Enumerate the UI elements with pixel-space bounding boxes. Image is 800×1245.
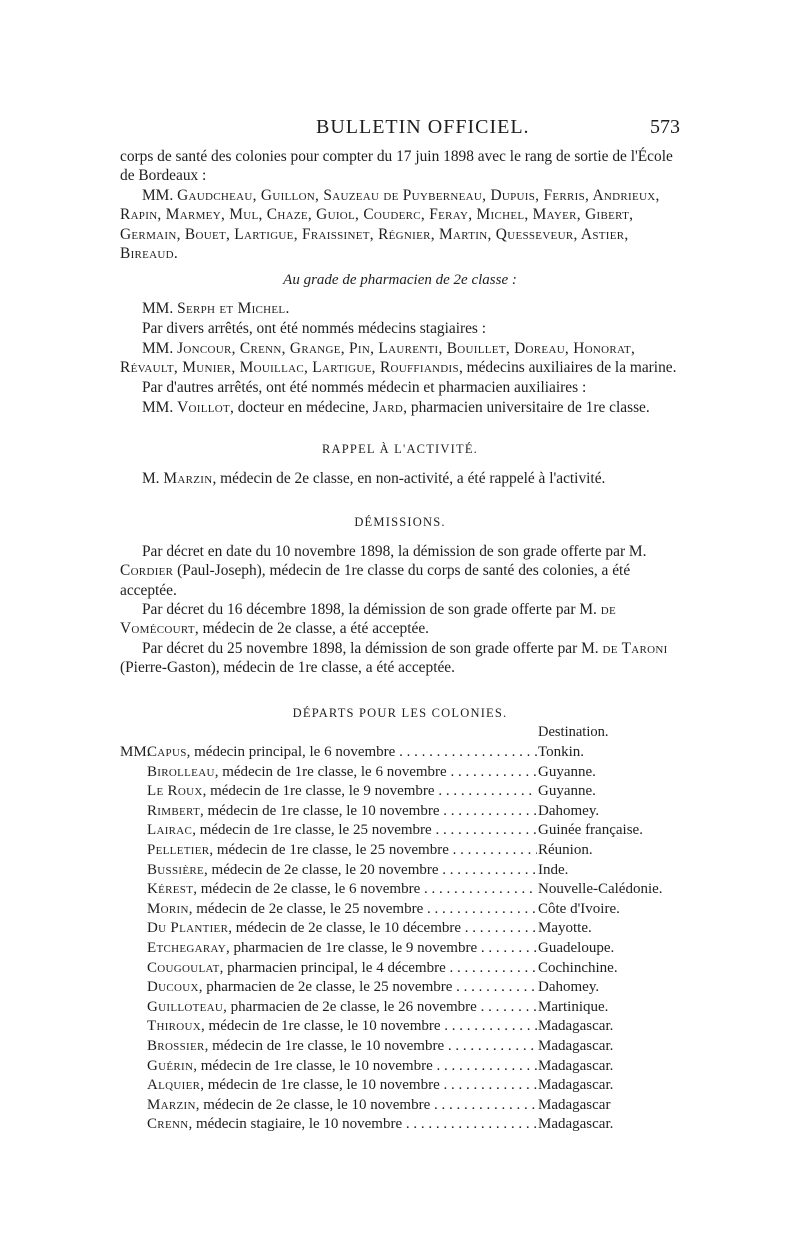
- destination: Guadeloupe.: [538, 939, 615, 956]
- person-name: Cougoulat: [147, 959, 220, 976]
- destination: Cochinchine.: [538, 959, 618, 976]
- paragraph-pharmaciens: [120, 299, 680, 318]
- running-header: [120, 116, 680, 138]
- person-name: Lairac: [147, 822, 193, 839]
- departure-entry: [147, 821, 537, 841]
- departure-entry: [147, 763, 537, 783]
- departure-entry: [147, 1115, 537, 1135]
- destination: Dahomey.: [538, 802, 600, 819]
- departure-description: , médecin de 1re classe, le 25 novembre: [192, 822, 432, 839]
- paragraph-text: , docteur en médecine,: [230, 399, 373, 416]
- person-name: Jard: [372, 399, 404, 416]
- departure-row: [120, 782, 680, 802]
- destination: Martinique.: [538, 998, 609, 1015]
- person-name: Bussière: [147, 861, 205, 878]
- paragraph-text: Par décret en date du 10 novembre 1898, la démission de son grade offerte par M.: [142, 543, 647, 560]
- departure-entry: [147, 880, 537, 900]
- person-name: Etchegaray: [147, 939, 226, 956]
- departure-entry: [147, 939, 537, 959]
- person-name: Marzin: [147, 1096, 196, 1113]
- destination: Madagascar.: [538, 1116, 614, 1133]
- person-name: Morin: [147, 900, 189, 917]
- destination: Madagascar: [538, 1096, 611, 1113]
- names-list: Joncour, Crenn, Grange, Pin, Laurenti, Bouillet, Doreau, Honorat, Révault, Munier, Mouillac, Lartigue, Rouffiandis: [120, 340, 636, 377]
- departure-description: , médecin de 1re classe, le 6 novembre: [214, 763, 447, 780]
- departure-entry: [147, 861, 537, 881]
- names-list: Serph et Michel.: [177, 300, 290, 317]
- person-name: de Taroni: [602, 640, 668, 657]
- paragraph-text: , médecin de 2e classe, en non-activité, a été rappelé à l'activité.: [212, 470, 606, 487]
- paragraph-auxiliaires-list: [120, 398, 680, 417]
- paragraph-text: Par d'autres arrêtés, ont été nommés médecin et pharmacien auxiliaires :: [142, 379, 587, 396]
- subheading-pharmacien: Au grade de pharmacien de 2e classe :: [283, 272, 517, 288]
- paragraph-rank-text: corps de santé des colonies pour compter du 17 juin 1898 avec le rang de sortie de l'École de Bordeaux :: [120, 148, 673, 185]
- destination: Mayotte.: [538, 920, 592, 937]
- departure-description: , pharmacien principal, le 4 décembre: [219, 959, 446, 976]
- departure-description: , médecin de 1re classe, le 25 novembre: [209, 841, 449, 858]
- departure-entry: [147, 978, 537, 998]
- departure-description: , médecin stagiaire, le 10 novembre: [188, 1116, 403, 1133]
- paragraph-text: Par décret du 25 novembre 1898, la démission de son grade offerte par M.: [142, 640, 603, 657]
- departure-entry: [147, 959, 537, 979]
- departure-row: [120, 919, 680, 939]
- person-name: Alquier: [147, 1077, 201, 1094]
- paragraph-stagiaires-list: [120, 339, 680, 378]
- departure-row: [120, 939, 680, 959]
- departure-description: , médecin de 1re classe, le 10 novembre: [204, 1037, 445, 1054]
- paragraph-text: , médecin de 2e classe, a été acceptée.: [194, 620, 430, 638]
- paragraph-text: Par décret du 16 décembre 1898, la démission de son grade offerte par M.: [142, 601, 601, 618]
- destination: Guyanne.: [538, 763, 596, 780]
- destination: Inde.: [538, 861, 569, 878]
- departure-row: [120, 1057, 680, 1077]
- destination: Tonkin.: [538, 744, 585, 760]
- departure-row: [120, 841, 680, 861]
- departure-description: , médecin de 1re classe, le 9 novembre: [202, 783, 435, 800]
- departure-description: , médecin de 1re classe, le 10 novembre: [201, 1018, 441, 1035]
- departure-entry: [147, 1057, 537, 1077]
- paragraph-rank: [120, 147, 680, 186]
- departure-row: [120, 743, 680, 763]
- departure-row: [120, 900, 680, 920]
- departure-entry: [147, 1037, 537, 1057]
- destination: Côte d'Ivoire.: [538, 900, 620, 917]
- person-name: Voillot: [177, 399, 231, 416]
- person-name: Guilloteau: [147, 998, 224, 1015]
- messieurs-label: MM.: [120, 744, 151, 760]
- departure-row: [120, 959, 680, 979]
- messieurs-label: MM.: [142, 340, 178, 357]
- paragraph-stagiaires-intro: [120, 319, 680, 338]
- person-name: Kérest: [147, 881, 194, 898]
- messieurs-label: MM.: [142, 399, 178, 416]
- departure-row: [120, 978, 680, 998]
- names-list: Gaudcheau, Guillon, Sauzeau de Puyberneau, Dupuis, Ferris, Andrieux, Rapin, Marmey, Mul, Chaze, Guiol, Couderc, Feray, Michel, Mayer, Gibert, Germain, Bouet, Lartigue, Fraissinet, Régnier, Martin, Quesseveur, Astier, Bireaud.: [120, 187, 660, 263]
- person-name: Pelletier: [147, 841, 210, 858]
- destination: Nouvelle-Calédonie.: [538, 881, 663, 898]
- person-name: Capus: [147, 744, 187, 760]
- section-heading-rappel: RAPPEL À L'ACTIVITÉ.: [322, 442, 478, 456]
- departure-entry: [147, 743, 537, 763]
- departure-row: [120, 998, 680, 1018]
- departure-entry: [147, 1096, 537, 1116]
- destination: Madagascar.: [538, 1057, 614, 1074]
- paragraph-medecins-list: [120, 186, 680, 264]
- departures-list: [120, 743, 680, 1135]
- departure-entry: [147, 782, 537, 802]
- messieurs-label: MM.: [142, 187, 178, 204]
- departure-description: , médecin de 2e classe, le 6 novembre: [193, 881, 421, 898]
- departure-row: [120, 821, 680, 841]
- departure-description: , médecin de 1re classe, le 10 novembre: [193, 1057, 433, 1074]
- departure-entry: [147, 919, 537, 939]
- departure-description: , pharmacien de 1re classe, le 9 novembre: [225, 939, 478, 956]
- departure-row: [120, 861, 680, 881]
- person-name: Birolleau: [147, 763, 215, 780]
- destination: Réunion.: [538, 841, 593, 858]
- departure-row: [120, 1115, 680, 1135]
- departure-description: , médecin de 2e classe, le 20 novembre: [204, 861, 439, 878]
- person-name: de Vomécourt: [120, 601, 616, 638]
- departure-row: [120, 880, 680, 900]
- messieurs-label: MM.: [142, 300, 178, 317]
- destination: Dahomey.: [538, 979, 600, 996]
- person-name: Rimbert: [147, 802, 201, 819]
- departure-description: , médecin principal, le 6 novembre: [186, 744, 396, 760]
- person-name: Le Roux: [147, 783, 203, 800]
- paragraph-auxiliaires-intro: [120, 378, 680, 397]
- departure-row: [120, 1076, 680, 1096]
- person-name: Crenn: [147, 1116, 189, 1133]
- departure-entry: [147, 841, 537, 861]
- monsieur-label: M.: [142, 470, 164, 487]
- departure-entry: [147, 900, 537, 920]
- person-name: Marzin: [163, 470, 213, 487]
- departure-entry: [147, 998, 537, 1018]
- departure-description: , pharmacien de 2e classe, le 25 novembre: [198, 979, 453, 996]
- departure-description: , pharmacien de 2e classe, le 26 novembre: [223, 998, 477, 1015]
- departure-entry: [147, 1076, 537, 1096]
- departure-row: [120, 1037, 680, 1057]
- departure-description: , médecin de 1re classe, le 10 novembre: [200, 1077, 440, 1094]
- person-name: Guérin: [147, 1057, 194, 1074]
- paragraph-text: , médecins auxiliaires de la marine.: [458, 359, 677, 377]
- paragraph-text: (Paul-Joseph), médecin de 1re classe du corps de santé des colonies, a été acceptée.: [120, 562, 631, 599]
- person-name: Du Plantier: [147, 920, 229, 937]
- departure-description: , médecin de 2e classe, le 10 novembre: [195, 1096, 431, 1113]
- person-name: Brossier: [147, 1037, 205, 1054]
- section-heading-demissions: DÉMISSIONS.: [354, 515, 446, 529]
- destination: Guyanne.: [538, 783, 596, 800]
- destination-column-header: Destination.: [538, 724, 609, 740]
- departure-description: , médecin de 2e classe, le 10 décembre: [228, 920, 462, 937]
- destination: Madagascar.: [538, 1018, 614, 1035]
- page-number: 573: [650, 116, 680, 138]
- destination: Madagascar.: [538, 1037, 614, 1054]
- paragraph-text: , pharmacien universitaire de 1re classe.: [403, 399, 650, 416]
- paragraph-text: (Pierre-Gaston), médecin de 1re classe, a été acceptée.: [120, 659, 455, 677]
- departure-entry: [147, 802, 537, 822]
- bulletin-title: BULLETIN OFFICIEL.: [316, 116, 530, 138]
- departure-entry: [147, 1017, 537, 1037]
- departure-row: [120, 1096, 680, 1116]
- paragraph-demission-vomecourt: [120, 600, 680, 639]
- paragraph-demission-cordier: [120, 542, 680, 600]
- person-name: Ducoux: [147, 979, 199, 996]
- destination: Madagascar.: [538, 1077, 614, 1094]
- paragraph-rappel: [120, 469, 680, 488]
- departure-description: , médecin de 2e classe, le 25 novembre: [188, 900, 424, 917]
- departure-row: [120, 1017, 680, 1037]
- person-name: Cordier: [120, 562, 174, 580]
- person-name: Thiroux: [147, 1018, 202, 1035]
- departure-row: [120, 802, 680, 822]
- section-heading-departs: DÉPARTS POUR LES COLONIES.: [292, 706, 508, 720]
- paragraph-demission-taroni: [120, 639, 680, 678]
- destination: Guinée française.: [538, 822, 643, 839]
- departure-row: [120, 763, 680, 783]
- departure-description: , médecin de 1re classe, le 10 novembre: [200, 802, 440, 819]
- paragraph-text: Par divers arrêtés, ont été nommés médecins stagiaires :: [142, 320, 487, 337]
